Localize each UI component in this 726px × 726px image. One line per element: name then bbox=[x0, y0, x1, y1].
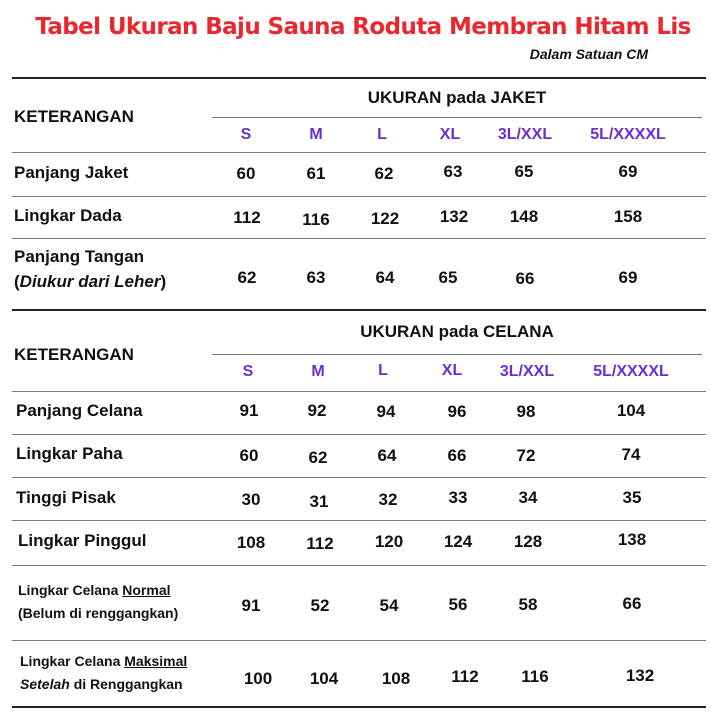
jacket-size-3l: 3L/XXL bbox=[497, 126, 553, 143]
unit-note: Dalam Satuan CM bbox=[529, 46, 648, 62]
row-label-line1: Panjang Tangan bbox=[14, 247, 145, 266]
value-cell: 33 bbox=[448, 488, 468, 507]
pants-size-m: M bbox=[311, 363, 325, 380]
row-label-line2: (Diukur dari Leher) bbox=[14, 272, 167, 291]
row-label-lingkar-paha: Lingkar Paha bbox=[16, 444, 123, 463]
value-cell: 35 bbox=[622, 488, 642, 507]
jacket-group-title: UKURAN pada JAKET bbox=[367, 88, 547, 107]
value-cell: 31 bbox=[309, 492, 329, 511]
jacket-size-xl: XL bbox=[439, 126, 461, 143]
value-cell: 104 bbox=[309, 669, 339, 688]
value-cell: 91 bbox=[241, 596, 261, 615]
value-cell: 112 bbox=[306, 534, 334, 553]
row-divider bbox=[12, 640, 706, 641]
pants-group-title: UKURAN pada CELANA bbox=[360, 322, 554, 341]
pants-size-s: S bbox=[242, 363, 254, 380]
value-cell: 64 bbox=[375, 268, 395, 287]
value-cell: 34 bbox=[518, 488, 538, 507]
table-border-bottom bbox=[12, 706, 706, 708]
value-cell: 124 bbox=[443, 532, 473, 551]
value-cell: 96 bbox=[447, 402, 467, 421]
value-cell: 66 bbox=[622, 594, 642, 613]
value-cell: 116 bbox=[521, 667, 549, 686]
value-cell: 60 bbox=[239, 446, 259, 465]
page-title: Tabel Ukuran Baju Sauna Roduta Membran Hitam Lis bbox=[35, 14, 691, 40]
value-cell: 122 bbox=[370, 209, 400, 228]
value-cell: 62 bbox=[374, 164, 394, 183]
value-cell: 132 bbox=[625, 666, 655, 685]
row-label-line1: Lingkar Celana Maksimal bbox=[20, 653, 188, 669]
value-cell: 132 bbox=[439, 207, 469, 226]
value-cell: 69 bbox=[618, 268, 638, 287]
row-label-panjang-jaket: Panjang Jaket bbox=[14, 163, 129, 182]
row-label-line2: Setelah di Renggangkan bbox=[20, 676, 183, 692]
value-cell: 62 bbox=[308, 448, 328, 467]
row-divider bbox=[12, 238, 706, 239]
row-label-lingkar-celana-normal bbox=[18, 579, 178, 625]
value-cell: 72 bbox=[516, 446, 536, 465]
row-divider bbox=[12, 565, 706, 566]
jacket-keterangan-header: KETERANGAN bbox=[14, 107, 134, 126]
value-cell: 58 bbox=[518, 595, 538, 614]
value-cell: 112 bbox=[451, 667, 479, 686]
value-cell: 138 bbox=[617, 530, 647, 549]
row-divider bbox=[12, 391, 706, 392]
table-divider-thick bbox=[12, 309, 706, 311]
row-label-line1: Lingkar Celana Normal bbox=[18, 582, 171, 598]
value-cell: 66 bbox=[447, 446, 467, 465]
pants-size-l: L bbox=[378, 362, 388, 379]
row-label-lingkar-celana-maksimal bbox=[20, 650, 187, 696]
value-cell: 63 bbox=[306, 268, 326, 287]
row-divider bbox=[12, 434, 706, 435]
row-label-panjang-celana: Panjang Celana bbox=[16, 401, 143, 420]
value-cell: 104 bbox=[616, 401, 646, 420]
row-label-tinggi-pisak: Tinggi Pisak bbox=[16, 488, 116, 507]
pants-size-3l: 3L/XXL bbox=[499, 363, 555, 380]
value-cell: 61 bbox=[306, 164, 326, 183]
value-cell: 63 bbox=[443, 162, 463, 181]
value-cell: 74 bbox=[621, 445, 641, 464]
value-cell: 112 bbox=[233, 208, 261, 227]
value-cell: 65 bbox=[514, 162, 534, 181]
jacket-header-divider bbox=[212, 117, 702, 118]
value-cell: 54 bbox=[379, 596, 399, 615]
row-divider bbox=[12, 477, 706, 478]
value-cell: 91 bbox=[239, 401, 259, 420]
row-label-line2: (Belum di renggangkan) bbox=[18, 605, 179, 621]
row-divider bbox=[12, 152, 706, 153]
value-cell: 120 bbox=[374, 532, 404, 551]
value-cell: 69 bbox=[618, 162, 638, 181]
value-cell: 56 bbox=[448, 595, 468, 614]
value-cell: 94 bbox=[376, 402, 396, 421]
row-divider bbox=[12, 196, 706, 197]
pants-header-divider bbox=[212, 354, 702, 355]
row-label-lingkar-pinggul: Lingkar Pinggul bbox=[18, 531, 147, 550]
value-cell: 64 bbox=[377, 446, 397, 465]
pants-size-xl: XL bbox=[441, 362, 463, 379]
row-label-panjang-tangan bbox=[14, 244, 166, 294]
jacket-size-5l: 5L/XXXXL bbox=[590, 126, 666, 143]
value-cell: 52 bbox=[310, 596, 330, 615]
value-cell: 30 bbox=[241, 490, 261, 509]
value-cell: 65 bbox=[438, 268, 458, 287]
jacket-size-m: M bbox=[309, 126, 323, 143]
value-cell: 128 bbox=[513, 532, 543, 551]
value-cell: 148 bbox=[509, 207, 539, 226]
value-cell: 92 bbox=[307, 401, 327, 420]
jacket-size-s: S bbox=[240, 126, 252, 143]
row-divider bbox=[12, 520, 706, 521]
value-cell: 66 bbox=[515, 269, 535, 288]
jacket-size-l: L bbox=[377, 126, 387, 143]
pants-keterangan-header: KETERANGAN bbox=[14, 345, 134, 364]
value-cell: 62 bbox=[237, 268, 257, 287]
value-cell: 98 bbox=[516, 402, 536, 421]
value-cell: 100 bbox=[243, 669, 273, 688]
value-cell: 108 bbox=[236, 533, 266, 552]
value-cell: 32 bbox=[378, 490, 398, 509]
value-cell: 60 bbox=[236, 164, 256, 183]
value-cell: 158 bbox=[613, 207, 643, 226]
value-cell: 108 bbox=[381, 669, 411, 688]
row-label-lingkar-dada: Lingkar Dada bbox=[14, 206, 122, 225]
table-border-top bbox=[12, 77, 706, 79]
pants-size-5l: 5L/XXXXL bbox=[593, 363, 669, 380]
value-cell: 116 bbox=[302, 210, 330, 229]
